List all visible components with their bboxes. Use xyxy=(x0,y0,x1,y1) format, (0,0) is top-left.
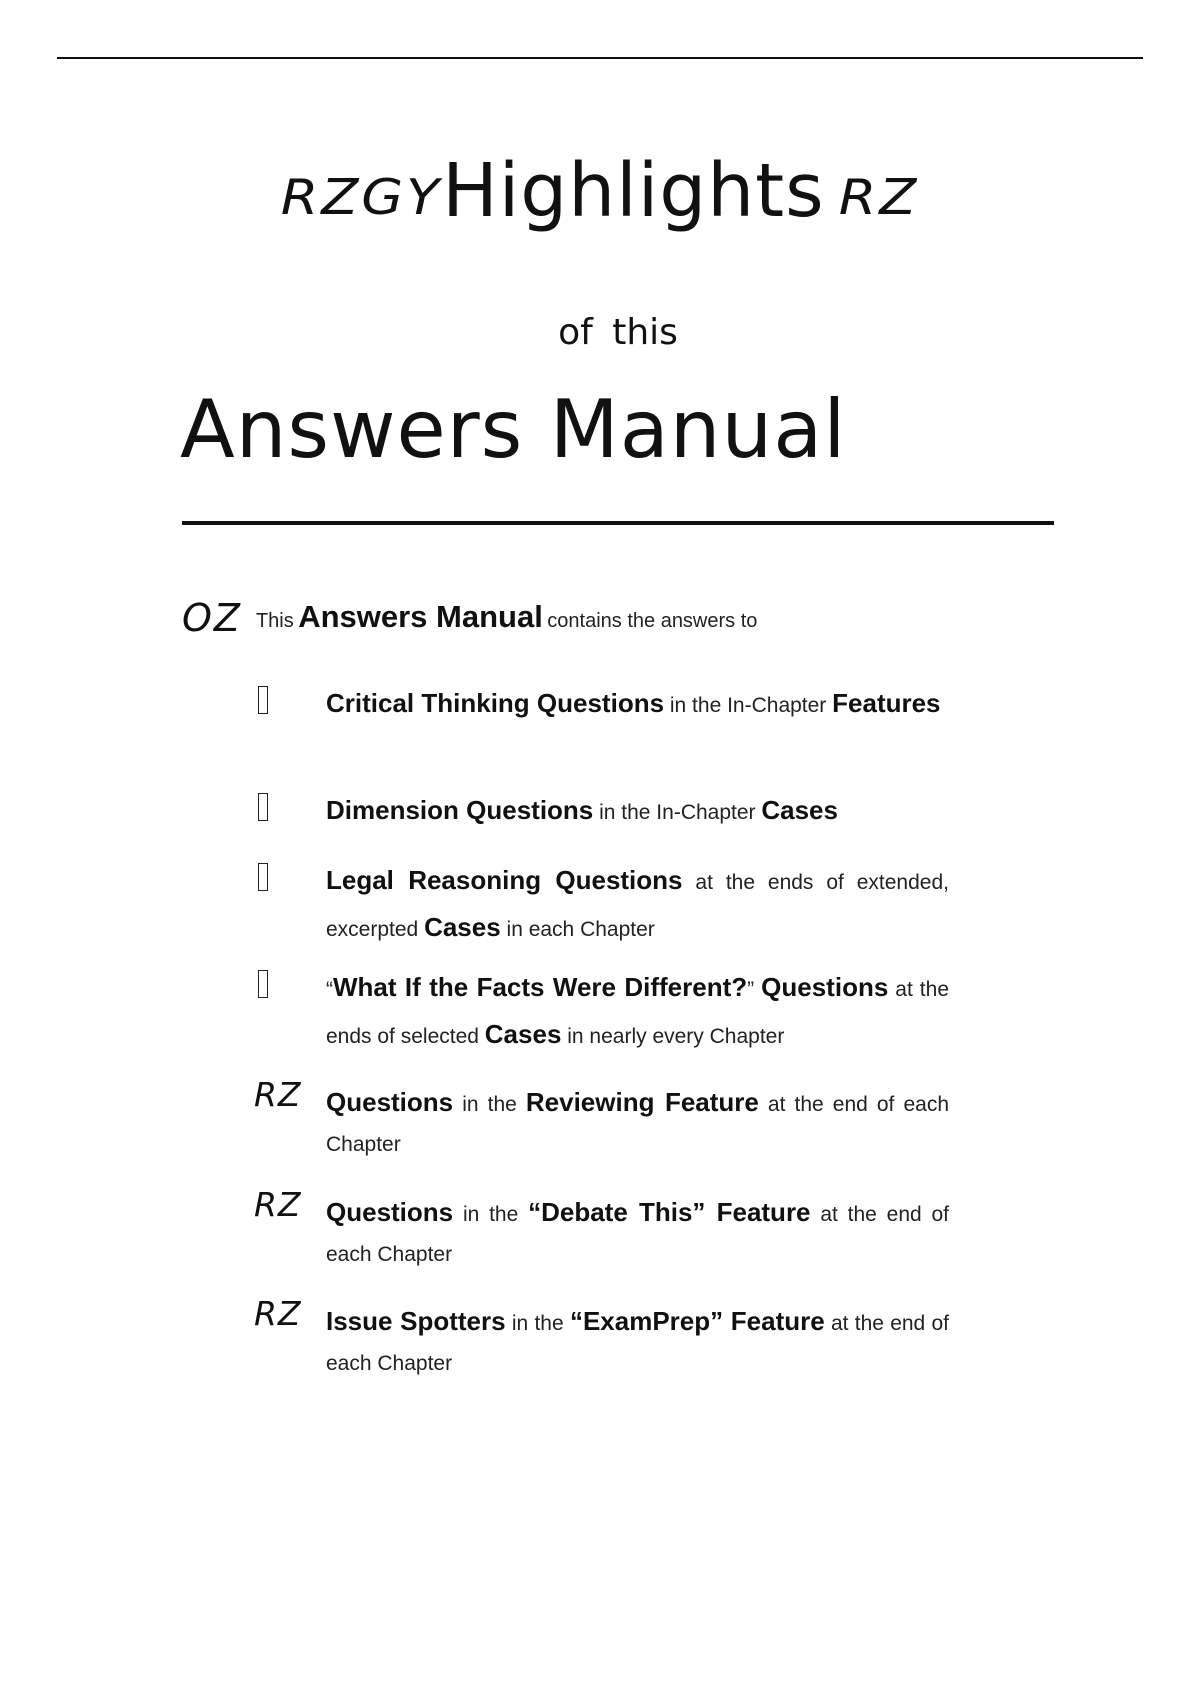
list-item-text xyxy=(326,1083,949,1166)
heading-rule xyxy=(182,521,1054,525)
box-bullet-icon xyxy=(258,793,268,821)
list-item xyxy=(254,789,949,836)
bold-phrase: Dimension Questions xyxy=(326,795,594,825)
ornament-bullet-icon: RZ xyxy=(254,1185,302,1224)
intro-bullet-icon: OZ xyxy=(182,596,242,640)
list-item xyxy=(254,682,949,729)
plain-phrase: in the In-Chapter xyxy=(664,694,833,717)
plain-phrase: at the ends of extended, excerpted xyxy=(326,871,949,941)
box-bullet-icon xyxy=(258,970,268,998)
plain-phrase: “ xyxy=(326,978,333,1001)
page-title xyxy=(0,148,1200,234)
list-item xyxy=(254,859,949,953)
list-item-text xyxy=(326,1302,949,1385)
list-item-text xyxy=(326,859,949,953)
bold-phrase: Legal Reasoning Questions xyxy=(326,865,683,895)
list-item-text xyxy=(326,682,949,729)
box-bullet-icon xyxy=(258,863,268,891)
bold-phrase: Cases xyxy=(761,795,838,825)
list-item-text xyxy=(326,789,949,836)
manual-heading: Answers Manual xyxy=(180,383,847,476)
bold-phrase: Questions xyxy=(326,1087,454,1117)
plain-phrase: at the ends of selected xyxy=(326,978,949,1048)
ornament-right-icon: RZ xyxy=(838,169,920,226)
plain-phrase: in each Chapter xyxy=(500,918,655,941)
bold-phrase: Issue Spotters xyxy=(326,1306,506,1336)
intro-emphasis: Answers Manual xyxy=(298,599,543,634)
plain-phrase: ” xyxy=(747,978,762,1001)
ornament-left-icon: RZGY xyxy=(280,169,443,226)
bold-phrase: “Debate This” Feature xyxy=(528,1197,811,1227)
plain-phrase: in the xyxy=(505,1312,570,1335)
intro-pre: This xyxy=(255,610,294,632)
subtitle: of this xyxy=(558,312,678,353)
list-item xyxy=(254,966,949,1060)
plain-phrase: at the end of each Chapter xyxy=(326,1093,949,1156)
intro-line xyxy=(182,596,757,640)
bold-phrase: Cases xyxy=(484,1019,562,1049)
bold-phrase: Critical Thinking Questions xyxy=(326,688,665,718)
list-item xyxy=(254,1185,949,1276)
list-item-text xyxy=(326,966,949,1060)
ornament-bullet-icon: RZ xyxy=(254,1294,302,1333)
list-item xyxy=(254,1294,950,1385)
bold-phrase: Cases xyxy=(424,912,501,942)
bold-phrase: Questions xyxy=(761,972,889,1002)
plain-phrase: at the end of each Chapter xyxy=(326,1312,950,1375)
plain-phrase: in nearly every Chapter xyxy=(561,1025,785,1048)
intro-post: contains the answers to xyxy=(547,610,758,632)
bold-phrase: Features xyxy=(832,688,941,718)
bold-phrase: “ExamPrep” Feature xyxy=(569,1306,825,1336)
plain-phrase: in the xyxy=(453,1093,526,1116)
bold-phrase: What If the Facts Were Different? xyxy=(333,972,748,1002)
bold-phrase: Questions xyxy=(326,1197,454,1227)
bold-phrase: Reviewing Feature xyxy=(525,1087,759,1117)
top-rule xyxy=(57,57,1143,59)
title-text: Highlights xyxy=(442,148,825,234)
ornament-bullet-icon: RZ xyxy=(254,1075,302,1114)
plain-phrase: in the In-Chapter xyxy=(593,801,762,824)
list-item xyxy=(254,1075,949,1166)
list-item-text xyxy=(326,1193,949,1276)
box-bullet-icon xyxy=(258,686,268,714)
plain-phrase: in the xyxy=(453,1203,529,1226)
plain-phrase: at the end of each Chapter xyxy=(326,1203,949,1266)
